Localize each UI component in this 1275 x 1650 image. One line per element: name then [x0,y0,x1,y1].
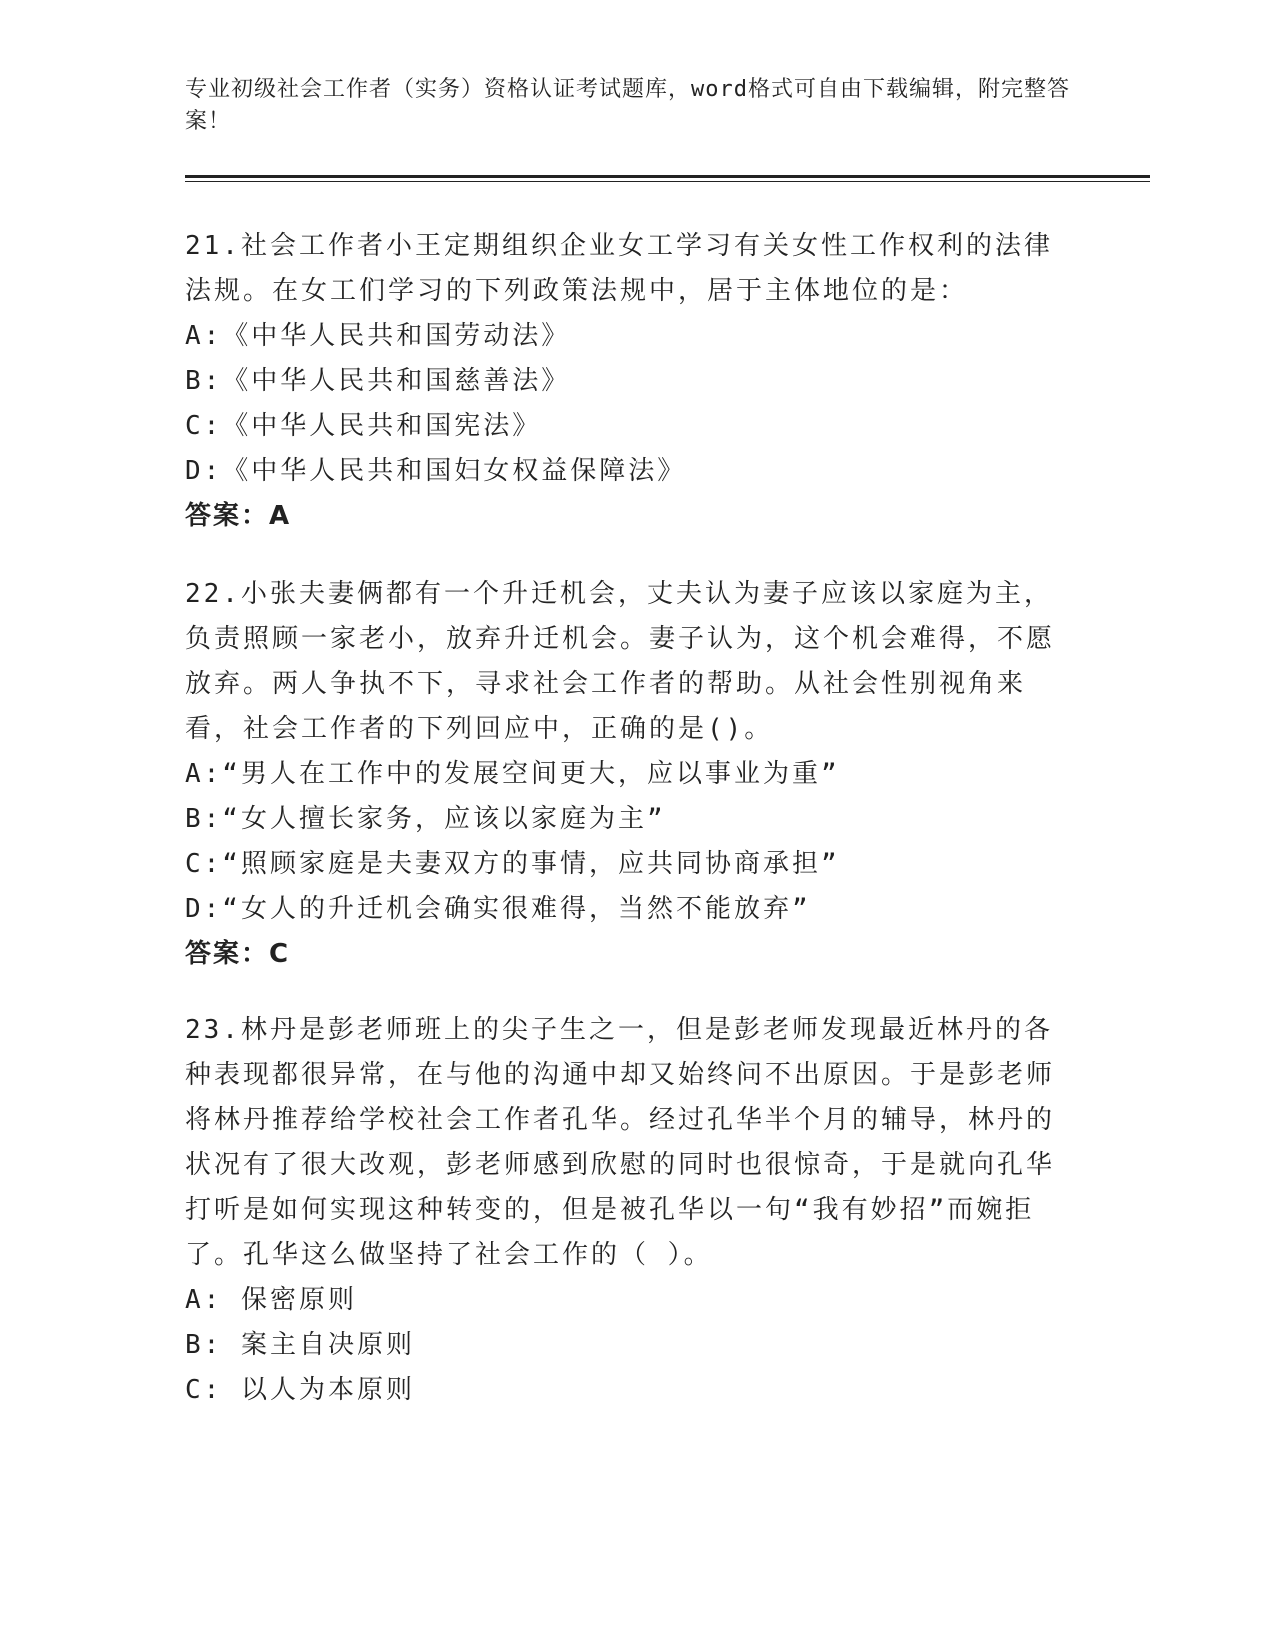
option-d: D:《中华人民共和国妇女权益保障法》 [185,456,687,486]
answer-label: 答案：A [185,501,292,531]
option-c: C:“照顾家庭是夫妻双方的事情，应共同协商承担” [185,849,840,879]
option-a: A: 保密原则 [185,1285,357,1315]
question-stem: 23.林丹是彭老师班上的尖子生之一，但是彭老师发现最近林丹的各种表现都很异常，在与他的沟通中却又始终问不出原因。于是彭老师将林丹推荐给学校社会工作者孔华。经过孔华半个月的辅导，林丹的状况有了很大改观，彭老师感到欣慰的同时也很惊奇，于是就向孔华打听是如何实现这种转变的，但是被孔华以一句“我有妙招”而婉拒了。孔华这么做坚持了社会工作的（ ）。 [185,1015,1056,1270]
option-d: D:“女人的升迁机会确实很难得，当然不能放弃” [185,894,811,924]
option-b: B:《中华人民共和国慈善法》 [185,366,571,396]
answer-label: 答案：C [185,939,291,969]
header-divider-thin [185,181,1150,182]
option-c: C: 以人为本原则 [185,1375,415,1405]
option-a: A:《中华人民共和国劳动法》 [185,321,571,351]
option-b: B: 案主自决原则 [185,1330,415,1360]
question-stem: 22.小张夫妻俩都有一个升迁机会，丈夫认为妻子应该以家庭为主，负责照顾一家老小，放弃升迁机会。妻子认为，这个机会难得，不愿放弃。两人争执不下，寻求社会工作者的帮助。从社会性别视角来看，社会工作者的下列回应中，正确的是()。 [185,579,1056,744]
question-21 [185,224,1075,539]
question-22 [185,572,1075,977]
option-a: A:“男人在工作中的发展空间更大，应以事业为重” [185,759,840,789]
question-stem: 21.社会工作者小王定期组织企业女工学习有关女性工作权利的法律法规。在女工们学习的下列政策法规中，居于主体地位的是： [185,231,1053,306]
document-header: 专业初级社会工作者（实务）资格认证考试题库，word格式可自由下载编辑，附完整答案！ [185,77,1070,134]
header-divider-thick [185,175,1150,178]
option-b: B:“女人擅长家务，应该以家庭为主” [185,804,666,834]
option-c: C:《中华人民共和国宪法》 [185,411,542,441]
question-23 [185,1008,1075,1413]
